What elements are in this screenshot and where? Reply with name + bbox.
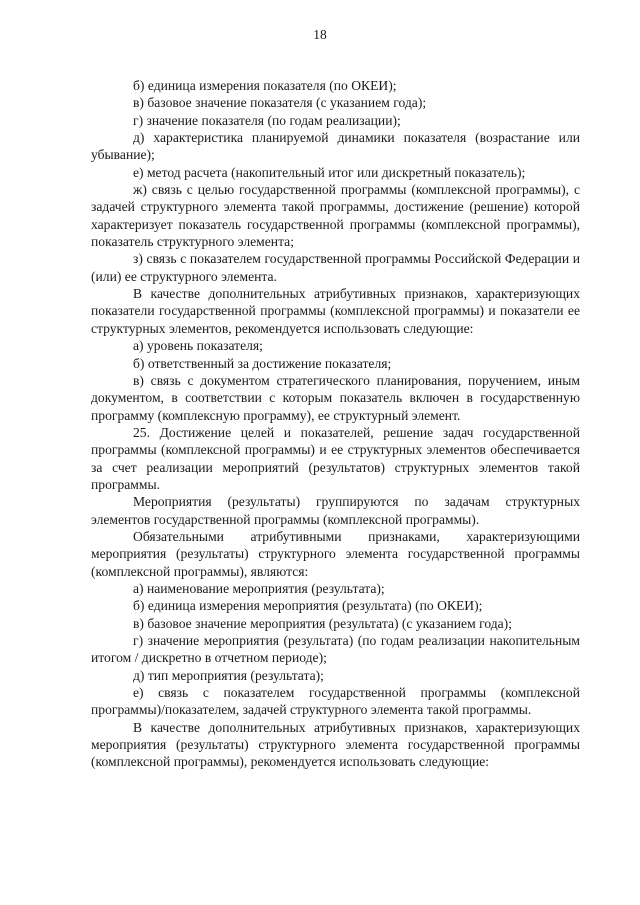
paragraph-item-g: г) значение показателя (по годам реализации); — [133, 112, 401, 128]
paragraph-measure-a: а) наименование мероприятия (результата); — [133, 580, 385, 596]
paragraph-additional-measures-intro: В качестве дополнительных атрибутивных признаков, характеризующих мероприятия (результаты) структурного элемента государственной программы (комплексной программы), рекомендуется использовать следующие: — [91, 719, 580, 770]
paragraph-measure-g: г) значение мероприятия (результата) (по годам реализации накопительным итогом / дискретно в отчетном периоде); — [91, 633, 580, 666]
paragraph-mandatory-attributes-intro: Обязательными атрибутивными признаками, характеризующими мероприятия (результаты) структурного элемента государственной программы (комплексной программы), являются: — [91, 528, 580, 579]
paragraph-additional-b: б) ответственный за достижение показателя; — [133, 355, 392, 371]
paragraph-item-zh: ж) связь с целью государственной программы (комплексной программы), с задачей структурного элемента такой программы, достижение (решение) которой характеризует показатель государственной программы (комплексной программы), показатель структурного элемента; — [91, 182, 580, 250]
paragraph-measure-e: е) связь с показателем государственной программы (комплексной программы)/показателем, задачей структурного элемента такой программы. — [91, 685, 580, 718]
paragraph-measure-d: д) тип мероприятия (результата); — [133, 667, 324, 683]
paragraph-item-e: е) метод расчета (накопительный итог или дискретный показатель); — [133, 164, 526, 180]
paragraph-section-25: 25. Достижение целей и показателей, решение задач государственной программы (комплексной программы) и ее структурных элементов обеспечивается за счет реализации мероприятий (результатов) структурных элементов такой программы. — [91, 424, 580, 492]
document-body — [91, 77, 580, 771]
paragraph-item-z: з) связь с показателем государственной программы Российской Федерации и (или) ее структурного элемента. — [91, 251, 580, 284]
paragraph-item-b: б) единица измерения показателя (по ОКЕИ); — [133, 78, 397, 93]
paragraph-item-d: д) характеристика планируемой динамики показателя (возрастание или убывание); — [91, 130, 580, 163]
paragraph-measures-grouping: Мероприятия (результаты) группируются по задачам структурных элементов государственной программы (комплексной программы). — [91, 494, 580, 527]
paragraph-measure-b: б) единица измерения мероприятия (результата) (по ОКЕИ); — [133, 598, 483, 614]
paragraph-measure-v: в) базовое значение мероприятия (результата) (с указанием года); — [133, 615, 512, 631]
page-number: 18 — [313, 27, 327, 42]
paragraph-additional-indicators-intro: В качестве дополнительных атрибутивных признаков, характеризующих показатели государственной программы (комплексной программы) и показатели ее структурных элементов, рекомендуется использовать следующие: — [91, 286, 580, 336]
paragraph-additional-v: в) связь с документом стратегического планирования, поручением, иным документом, в соответствии с которым показатель включен в государственную программу (комплексную программу), ее структурный элемент. — [91, 372, 580, 423]
paragraph-additional-a: а) уровень показателя; — [133, 338, 263, 354]
paragraph-item-v: в) базовое значение показателя (с указанием года); — [133, 95, 427, 111]
